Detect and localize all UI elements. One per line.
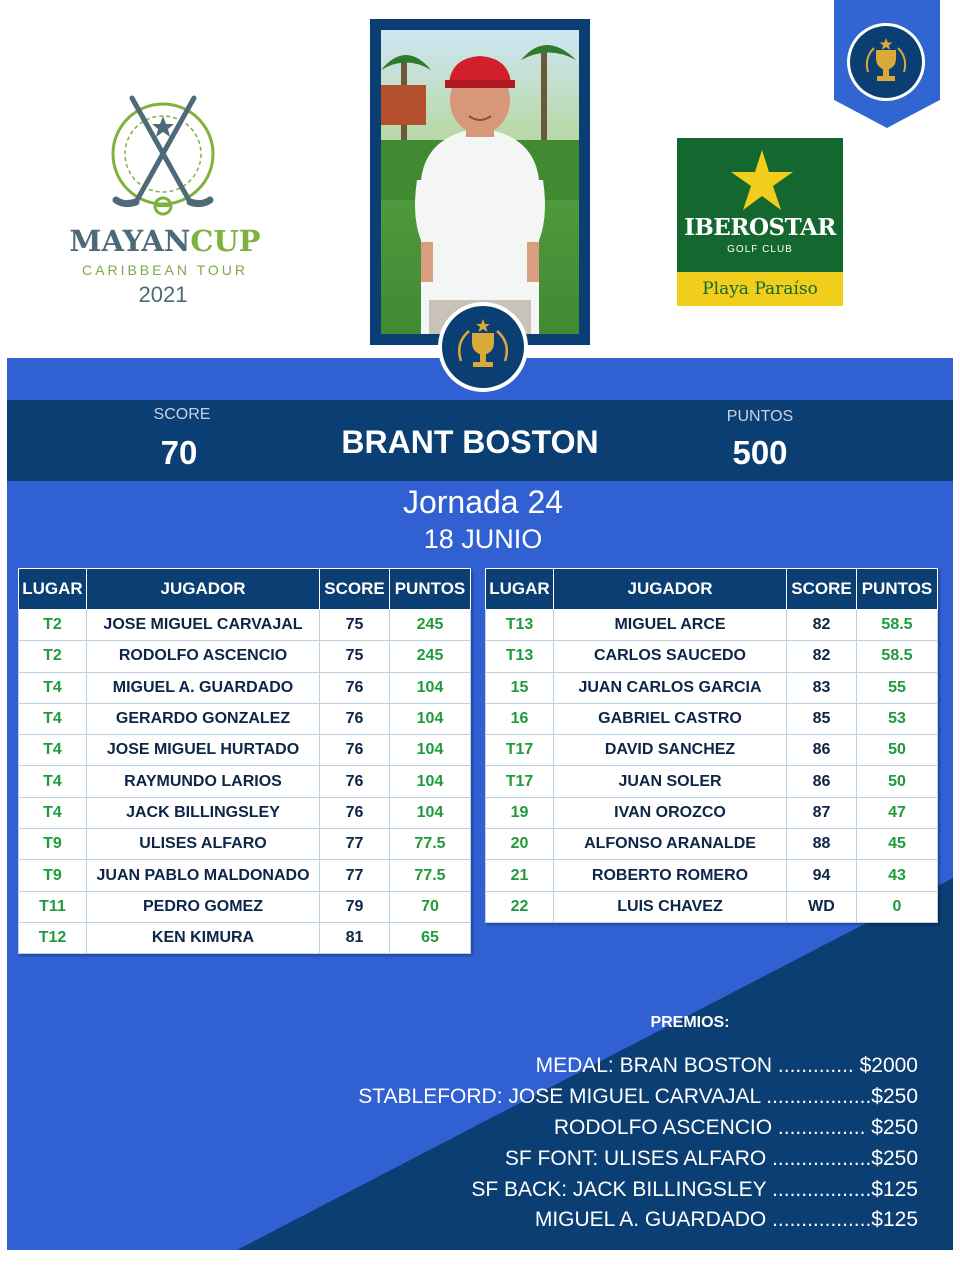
cell-lugar: T17 xyxy=(486,735,554,766)
starfish-icon xyxy=(727,146,797,216)
brand-year: 2021 xyxy=(138,282,188,307)
cell-lugar: 15 xyxy=(486,672,554,703)
cell-puntos: 65 xyxy=(390,922,471,953)
cell-jugador: JUAN CARLOS GARCIA xyxy=(554,672,787,703)
cell-lugar: T4 xyxy=(19,735,87,766)
cell-puntos: 77.5 xyxy=(390,829,471,860)
cell-puntos: 43 xyxy=(857,860,938,891)
table-row xyxy=(19,672,471,703)
round-date: 18 JUNIO xyxy=(423,524,543,554)
cell-jugador: JACK BILLINGSLEY xyxy=(87,797,320,828)
trophy-badge-icon xyxy=(437,301,529,393)
table-row xyxy=(486,829,938,860)
cell-puntos: 70 xyxy=(390,891,471,922)
cell-score: 88 xyxy=(787,829,857,860)
prize-line: MIGUEL A. GUARDADO .................$125 xyxy=(534,1208,918,1231)
cell-score: 83 xyxy=(787,672,857,703)
header-jugador: JUGADOR xyxy=(554,569,787,610)
prizes-title: PREMIOS: xyxy=(650,1014,730,1031)
cell-lugar: T2 xyxy=(19,641,87,672)
table-row xyxy=(19,610,471,641)
cell-score: 75 xyxy=(320,610,390,641)
score-label: SCORE xyxy=(153,406,211,423)
table-row xyxy=(19,797,471,828)
cell-lugar: 20 xyxy=(486,829,554,860)
cell-jugador: JUAN PABLO MALDONADO xyxy=(87,860,320,891)
cell-lugar: T4 xyxy=(19,797,87,828)
table-row xyxy=(486,735,938,766)
cell-lugar: T9 xyxy=(19,860,87,891)
player-photo-frame xyxy=(370,19,590,345)
cell-jugador: GABRIEL CASTRO xyxy=(554,703,787,734)
table-row xyxy=(486,610,938,641)
cell-lugar: T4 xyxy=(19,703,87,734)
table-row xyxy=(19,891,471,922)
cell-lugar: T17 xyxy=(486,766,554,797)
iberostar-logo xyxy=(677,138,843,306)
cell-jugador: PEDRO GOMEZ xyxy=(87,891,320,922)
cell-score: 86 xyxy=(787,735,857,766)
prize-line: STABLEFORD: JOSE MIGUEL CARVAJAL ..................$250 xyxy=(358,1085,918,1108)
cell-score: 82 xyxy=(787,610,857,641)
trophy-laurel-icon xyxy=(846,22,926,102)
cell-puntos: 104 xyxy=(390,703,471,734)
table-row xyxy=(486,797,938,828)
cell-jugador: GERARDO GONZALEZ xyxy=(87,703,320,734)
mayan-cup-logo xyxy=(60,92,270,322)
iberostar-name: IBEROSTAR xyxy=(684,214,836,241)
cell-jugador: DAVID SANCHEZ xyxy=(554,735,787,766)
cell-puntos: 245 xyxy=(390,641,471,672)
iberostar-location: Playa Paraíso xyxy=(677,272,843,306)
cell-lugar: T4 xyxy=(19,672,87,703)
cell-jugador: MIGUEL ARCE xyxy=(554,610,787,641)
cell-lugar: T9 xyxy=(19,829,87,860)
cell-score: 77 xyxy=(320,860,390,891)
winner-name: BRANT BOSTON xyxy=(341,424,599,460)
prize-line: SF BACK: JACK BILLINGSLEY .................$125 xyxy=(471,1178,918,1201)
cell-jugador: KEN KIMURA xyxy=(87,922,320,953)
cell-puntos: 58.5 xyxy=(857,610,938,641)
cell-puntos: 50 xyxy=(857,735,938,766)
cell-score: 85 xyxy=(787,703,857,734)
table-row xyxy=(486,860,938,891)
cell-jugador: JOSE MIGUEL CARVAJAL xyxy=(87,610,320,641)
mayan-cup-brand xyxy=(60,224,270,258)
cell-puntos: 53 xyxy=(857,703,938,734)
brand-mayan: MAYAN xyxy=(69,224,191,258)
cell-puntos: 45 xyxy=(857,829,938,860)
table-row xyxy=(486,703,938,734)
cell-puntos: 104 xyxy=(390,672,471,703)
results-table-right xyxy=(485,568,938,923)
cell-jugador: ROBERTO ROMERO xyxy=(554,860,787,891)
player-photo xyxy=(381,30,579,334)
cell-score: 75 xyxy=(320,641,390,672)
cell-puntos: 104 xyxy=(390,766,471,797)
cell-score: 76 xyxy=(320,703,390,734)
header-lugar: LUGAR xyxy=(19,569,87,610)
table-header-row xyxy=(19,569,471,610)
brand-cup: CUP xyxy=(190,224,261,258)
points-label: PUNTOS xyxy=(726,408,794,425)
cell-lugar: T4 xyxy=(19,766,87,797)
cell-score: WD xyxy=(787,891,857,922)
table-row xyxy=(19,703,471,734)
cell-lugar: T13 xyxy=(486,641,554,672)
table-row xyxy=(19,860,471,891)
cell-puntos: 58.5 xyxy=(857,641,938,672)
header-puntos: PUNTOS xyxy=(857,569,938,610)
table-row xyxy=(19,922,471,953)
round-title: Jornada 24 xyxy=(402,484,564,520)
cell-lugar: 21 xyxy=(486,860,554,891)
cell-score: 76 xyxy=(320,672,390,703)
cell-score: 76 xyxy=(320,766,390,797)
brand-subtitle: CARIBBEAN TOUR xyxy=(82,262,248,278)
cell-puntos: 104 xyxy=(390,797,471,828)
header-lugar: LUGAR xyxy=(486,569,554,610)
cell-lugar: T2 xyxy=(19,610,87,641)
cell-score: 79 xyxy=(320,891,390,922)
table-row xyxy=(486,641,938,672)
cell-lugar: T12 xyxy=(19,922,87,953)
winner-score: 70 xyxy=(160,434,198,471)
header-score: SCORE xyxy=(787,569,857,610)
cell-puntos: 77.5 xyxy=(390,860,471,891)
cell-score: 81 xyxy=(320,922,390,953)
header-jugador: JUGADOR xyxy=(87,569,320,610)
header-puntos: PUNTOS xyxy=(390,569,471,610)
cell-score: 86 xyxy=(787,766,857,797)
table-row xyxy=(486,891,938,922)
iberostar-sub: GOLF CLUB xyxy=(727,244,793,255)
cell-lugar: 19 xyxy=(486,797,554,828)
cell-jugador: MIGUEL A. GUARDADO xyxy=(87,672,320,703)
cell-lugar: T11 xyxy=(19,891,87,922)
cell-lugar: 16 xyxy=(486,703,554,734)
prize-line: SF FONT: ULISES ALFARO .................$250 xyxy=(504,1147,918,1170)
crossed-golf-clubs-icon xyxy=(60,92,270,222)
table-row xyxy=(19,735,471,766)
table-row xyxy=(486,766,938,797)
cell-puntos: 0 xyxy=(857,891,938,922)
cell-puntos: 104 xyxy=(390,735,471,766)
cell-score: 87 xyxy=(787,797,857,828)
cell-jugador: RAYMUNDO LARIOS xyxy=(87,766,320,797)
cell-jugador: JUAN SOLER xyxy=(554,766,787,797)
cell-puntos: 47 xyxy=(857,797,938,828)
cell-jugador: IVAN OROZCO xyxy=(554,797,787,828)
cell-puntos: 50 xyxy=(857,766,938,797)
cell-jugador: JOSE MIGUEL HURTADO xyxy=(87,735,320,766)
cell-score: 82 xyxy=(787,641,857,672)
header-score: SCORE xyxy=(320,569,390,610)
cell-jugador: ALFONSO ARANALDE xyxy=(554,829,787,860)
cell-score: 77 xyxy=(320,829,390,860)
cell-jugador: CARLOS SAUCEDO xyxy=(554,641,787,672)
prize-line: RODOLFO ASCENCIO ............... $250 xyxy=(553,1116,918,1139)
table-row xyxy=(19,766,471,797)
prize-line: MEDAL: BRAN BOSTON ............. $2000 xyxy=(535,1054,918,1077)
cell-lugar: T13 xyxy=(486,610,554,641)
cell-puntos: 55 xyxy=(857,672,938,703)
cell-jugador: RODOLFO ASCENCIO xyxy=(87,641,320,672)
cell-lugar: 22 xyxy=(486,891,554,922)
cell-jugador: ULISES ALFARO xyxy=(87,829,320,860)
winner-points: 500 xyxy=(732,434,788,471)
cell-puntos: 245 xyxy=(390,610,471,641)
table-header-row xyxy=(486,569,938,610)
table-row xyxy=(19,829,471,860)
cell-jugador: LUIS CHAVEZ xyxy=(554,891,787,922)
cell-score: 76 xyxy=(320,735,390,766)
table-row xyxy=(19,641,471,672)
cell-score: 76 xyxy=(320,797,390,828)
cell-score: 94 xyxy=(787,860,857,891)
results-table-left xyxy=(18,568,471,954)
table-row xyxy=(486,672,938,703)
